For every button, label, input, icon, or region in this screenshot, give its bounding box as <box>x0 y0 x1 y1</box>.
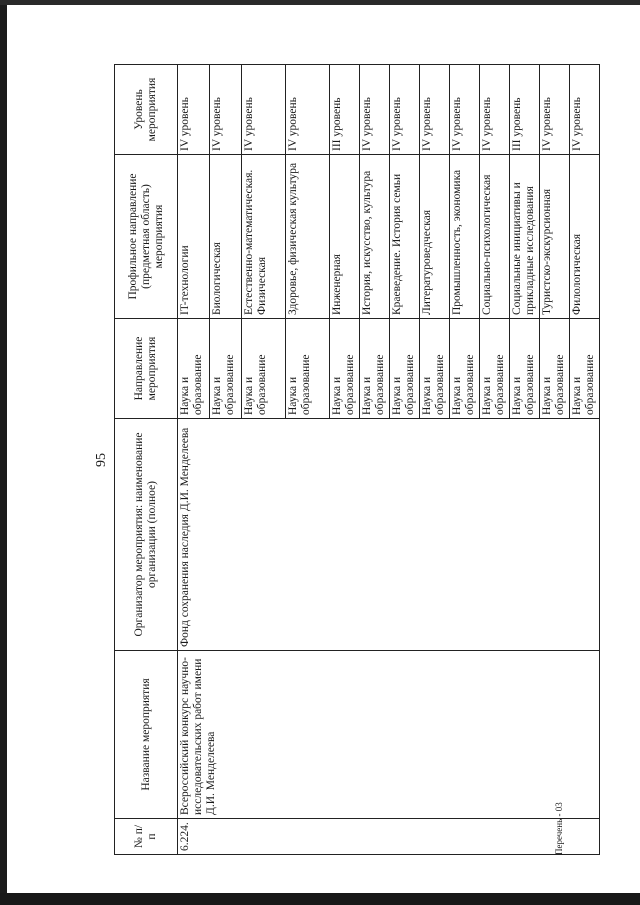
row-profile: Социально-психологическая <box>480 155 510 319</box>
row-profile: Литературоведческая <box>420 155 450 319</box>
row-level: III уровень <box>510 65 540 155</box>
row-direction: Наука и образование <box>242 319 286 419</box>
entry-name: Всероссийский конкурс научно-исследовательских работ имени Д.И. Менделеева <box>178 651 600 819</box>
row-direction: Наука и образование <box>480 319 510 419</box>
header-level: Уровень мероприятия <box>115 65 178 155</box>
table-header-row <box>115 65 178 855</box>
header-direction: Направление мероприятия <box>115 319 178 419</box>
row-profile: Филологическая <box>570 155 600 319</box>
header-name: Название мероприятия <box>115 651 178 819</box>
row-profile: История, искусство, культура <box>360 155 390 319</box>
row-profile: Здоровье, физическая культура <box>286 155 330 319</box>
row-profile: Социальные инициативы и прикладные исследования <box>510 155 540 319</box>
table-row <box>178 65 210 855</box>
footer-note: Перечень - 03 <box>554 802 564 855</box>
row-level: IV уровень <box>540 65 570 155</box>
row-direction: Наука и образование <box>420 319 450 419</box>
rotated-page <box>94 65 596 855</box>
row-direction: Наука и образование <box>540 319 570 419</box>
entry-num: 6.224. <box>178 819 600 855</box>
row-direction: Наука и образование <box>210 319 242 419</box>
row-profile: Естественно-математическая. Физическая <box>242 155 286 319</box>
row-level: IV уровень <box>420 65 450 155</box>
row-profile: Биологическая <box>210 155 242 319</box>
row-direction: Наука и образование <box>570 319 600 419</box>
events-table <box>114 64 600 855</box>
row-level: IV уровень <box>570 65 600 155</box>
row-direction: Наука и образование <box>330 319 360 419</box>
row-direction: Наука и образование <box>390 319 420 419</box>
row-direction: Наука и образование <box>450 319 480 419</box>
scan-edge-left <box>0 0 7 905</box>
page-number: 95 <box>94 453 109 467</box>
entry-organizer: Фонд сохранения наследия Д.И. Менделеева <box>178 419 600 651</box>
row-direction: Наука и образование <box>510 319 540 419</box>
scan-edge-bottom <box>0 893 640 905</box>
row-profile: Краеведение. История семьи <box>390 155 420 319</box>
row-direction: Наука и образование <box>360 319 390 419</box>
row-level: IV уровень <box>390 65 420 155</box>
row-level: IV уровень <box>360 65 390 155</box>
row-profile: IT-технологии <box>178 155 210 319</box>
row-level: IV уровень <box>178 65 210 155</box>
row-direction: Наука и образование <box>178 319 210 419</box>
row-level: IV уровень <box>480 65 510 155</box>
scan-edge-top <box>0 0 640 5</box>
row-level: IV уровень <box>450 65 480 155</box>
row-level: IV уровень <box>242 65 286 155</box>
row-profile: Промышленность, экономика <box>450 155 480 319</box>
row-level: IV уровень <box>286 65 330 155</box>
row-direction: Наука и образование <box>286 319 330 419</box>
row-level: III уровень <box>330 65 360 155</box>
header-organizer: Организатор мероприятия: наименование организации (полное) <box>115 419 178 651</box>
header-profile: Профильное направление (предметная область) мероприятия <box>115 155 178 319</box>
row-profile: Туристско-экскурсионная <box>540 155 570 319</box>
row-level: IV уровень <box>210 65 242 155</box>
header-num: № п/п <box>115 819 178 855</box>
row-profile: Инженерная <box>330 155 360 319</box>
